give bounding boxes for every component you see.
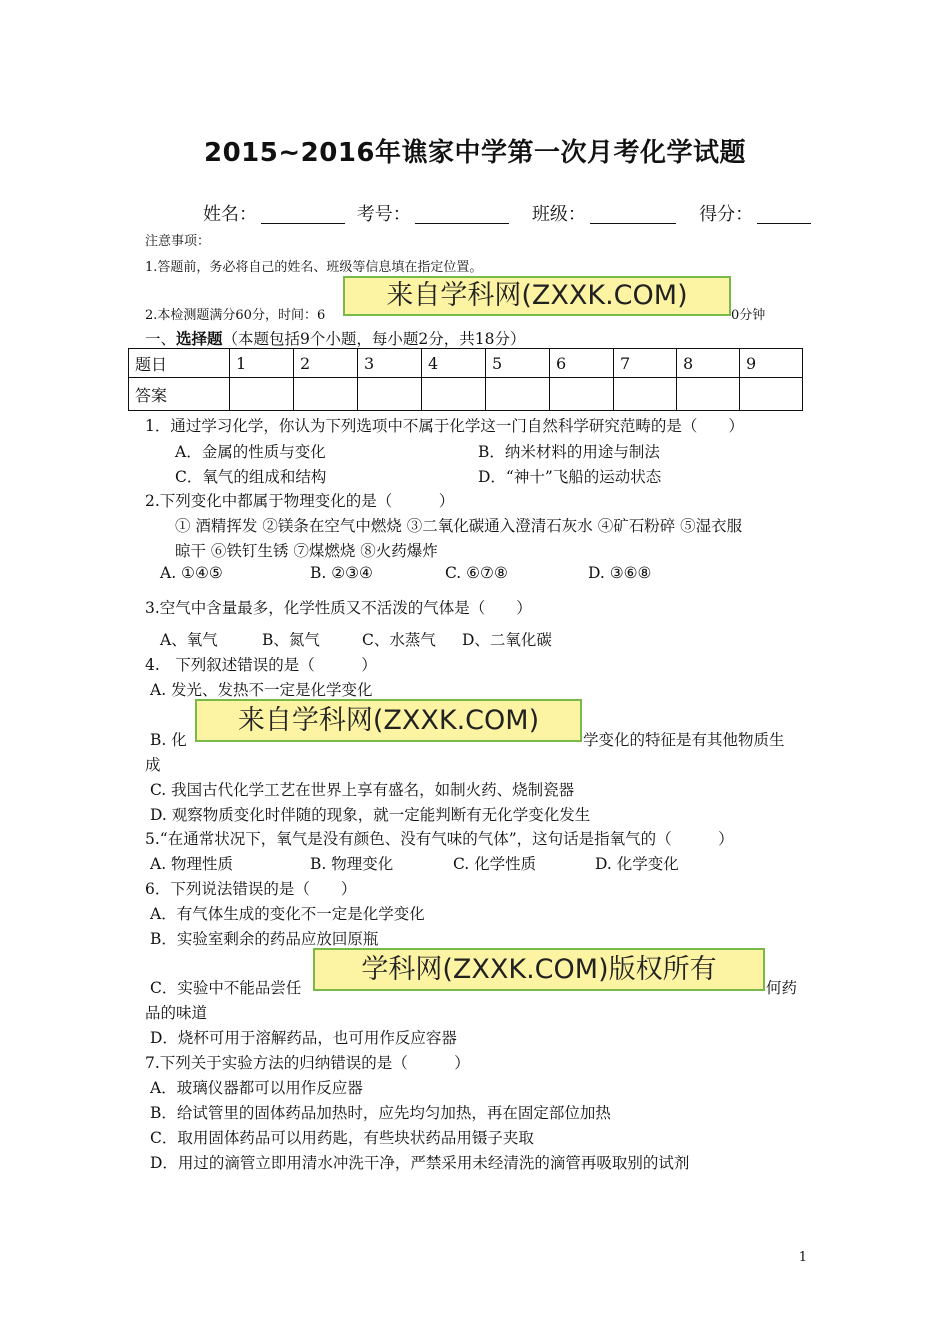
question-number: 7 [614, 349, 677, 378]
name-blank[interactable] [261, 205, 345, 224]
question-number: 6 [550, 349, 614, 378]
question-2-stem: 2.下列变化中都属于物理变化的是（ ） [145, 492, 455, 510]
question-6-option-c-end: 何药 [766, 979, 798, 997]
question-7-option-a: A．玻璃仪器都可以用作反应器 [150, 1079, 363, 1097]
section-title: 选择题 [176, 329, 223, 348]
score-blank[interactable] [757, 205, 811, 224]
table-row [129, 378, 803, 411]
question-7-option-c: C．取用固体药品可以用药匙，有些块状药品用镊子夹取 [150, 1129, 534, 1147]
student-info-line [203, 200, 817, 226]
note-1: 1.答题前，务必将自己的姓名、班级等信息填在指定位置。 [145, 260, 483, 275]
answer-cell[interactable] [550, 378, 614, 411]
question-4-stem: 4. 下列叙述错误的是（ ） [145, 656, 377, 674]
question-2-option-a: A. ①④⑤ [160, 564, 223, 582]
question-number: 5 [486, 349, 550, 378]
question-7-stem: 7.下列关于实验方法的归纳错误的是（ ） [145, 1054, 470, 1072]
question-5-option-d: D. 化学变化 [595, 855, 679, 873]
question-number: 9 [740, 349, 803, 378]
answer-cell[interactable] [614, 378, 677, 411]
question-2-items-line-1: ① 酒精挥发 ②镁条在空气中燃烧 ③二氧化碳通入澄清石灰水 ④矿石粉碎 ⑤湿衣服 [175, 517, 743, 535]
question-1-option-d: D．“神十”飞船的运动状态 [478, 468, 662, 486]
question-number: 2 [294, 349, 358, 378]
answer-cell[interactable] [358, 378, 422, 411]
notes-heading: 注意事项： [145, 234, 211, 249]
answer-cell[interactable] [740, 378, 803, 411]
question-1-option-b: B．纳米材料的用途与制法 [478, 443, 660, 461]
table-row [129, 349, 803, 378]
question-1-stem: 1．通过学习化学，你认为下列选项中不属于化学这一门自然科学研究范畴的是（ ） [145, 417, 744, 435]
question-4-option-b-start: B. 化 [150, 731, 187, 749]
question-5-option-b: B. 物理变化 [310, 855, 394, 873]
question-5-stem: 5.“在通常状况下，氧气是没有颜色、没有气味的气体”，这句话是指氧气的（ ） [145, 830, 734, 848]
question-number: 8 [677, 349, 740, 378]
name-label: 姓名： [203, 204, 257, 225]
question-6-option-c-start: C．实验中不能品尝任 [150, 979, 302, 997]
question-2-option-c: C. ⑥⑦⑧ [445, 564, 508, 582]
question-6-option-a: A．有气体生成的变化不一定是化学变化 [150, 905, 425, 923]
question-6-option-d: D．烧杯可用于溶解药品，也可用作反应容器 [150, 1029, 457, 1047]
score-label: 得分： [699, 204, 754, 225]
row-label-question: 题日 [129, 349, 230, 378]
question-4-option-b-wrap: 成 [145, 756, 161, 774]
question-3-option-b: B、氮气 [262, 631, 320, 649]
question-number: 3 [358, 349, 422, 378]
question-2-option-d: D. ③⑥⑧ [588, 564, 652, 582]
exam-number-label: 考号： [356, 204, 411, 225]
question-4-option-d: D. 观察物质变化时伴随的现象，就一定能判断有无化学变化发生 [150, 806, 591, 824]
question-7-option-d: D．用过的滴管立即用清水冲洗干净，严禁采用未经清洗的滴管再吸取别的试剂 [150, 1154, 690, 1172]
answer-cell[interactable] [677, 378, 740, 411]
page-title: 2015~2016年谯家中学第一次月考化学试题 [203, 138, 746, 168]
question-3-option-d: D、二氧化碳 [462, 631, 552, 649]
question-4-option-a: A. 发光、发热不一定是化学变化 [150, 681, 373, 699]
question-6-stem: 6．下列说法错误的是（ ） [145, 880, 357, 898]
question-1-option-c: C．氧气的组成和结构 [175, 468, 327, 486]
note-2-end: 0分钟 [731, 308, 766, 323]
exam-number-blank[interactable] [415, 205, 509, 224]
section-note: （本题包括9个小题，每小题2分，共18分） [222, 330, 526, 348]
question-5-option-c: C. 化学性质 [453, 855, 537, 873]
class-label: 班级： [531, 204, 586, 225]
question-number: 4 [422, 349, 486, 378]
answer-cell[interactable] [294, 378, 358, 411]
question-2-option-b: B. ②③④ [310, 564, 373, 582]
watermark-banner-1: 来自学科网(ZXXK.COM) [343, 276, 731, 316]
question-3-option-c: C、水蒸气 [362, 631, 436, 649]
question-3-stem: 3.空气中含量最多，化学性质又不活泼的气体是（ ） [145, 599, 532, 617]
class-blank[interactable] [590, 205, 676, 224]
question-2-items-line-2: 晾干 ⑥铁钉生锈 ⑦煤燃烧 ⑧火药爆炸 [175, 542, 438, 560]
question-6-option-c-wrap: 品的味道 [145, 1004, 208, 1022]
question-4-option-c: C. 我国古代化学工艺在世界上享有盛名，如制火药、烧制瓷器 [150, 781, 575, 799]
question-3-option-a: A、氧气 [160, 631, 218, 649]
answer-cell[interactable] [230, 378, 294, 411]
watermark-banner-3: 学科网(ZXXK.COM)版权所有 [313, 948, 765, 991]
page-number: 1 [798, 1250, 807, 1265]
section-heading: 一、选择题（本题包括9个小题，每小题2分，共18分） [145, 329, 526, 348]
row-label-answer: 答案 [129, 378, 230, 411]
question-7-option-b: B．给试管里的固体药品加热时，应先均匀加热，再在固定部位加热 [150, 1104, 611, 1122]
question-6-option-b: B．实验室剩余的药品应放回原瓶 [150, 930, 379, 948]
question-number: 1 [230, 349, 294, 378]
question-5-option-a: A. 物理性质 [150, 855, 234, 873]
note-2-start: 2.本检测题满分60分，时间：6 [145, 308, 326, 323]
question-4-option-b-end: 学变化的特征是有其他物质生 [583, 731, 785, 749]
watermark-banner-2: 来自学科网(ZXXK.COM) [195, 699, 582, 742]
answer-cell[interactable] [486, 378, 550, 411]
answer-table [128, 348, 803, 411]
answer-cell[interactable] [422, 378, 486, 411]
question-1-option-a: A．金属的性质与变化 [175, 443, 326, 461]
